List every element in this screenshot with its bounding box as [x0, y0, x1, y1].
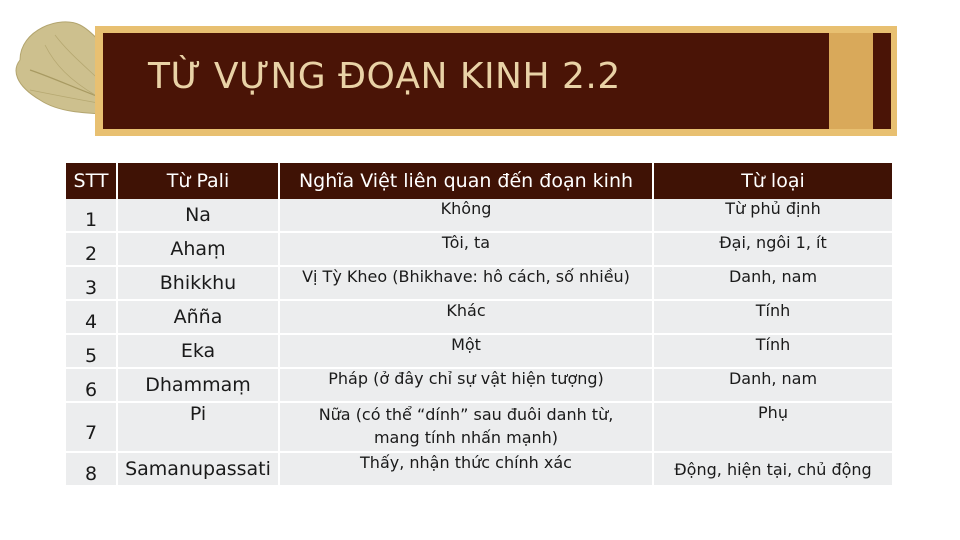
row-pali: Samanupassati: [118, 453, 280, 487]
row-kind: Đại, ngôi 1, ít: [654, 233, 892, 267]
row-meaning: [280, 403, 654, 453]
row-pali: Bhikkhu: [118, 267, 280, 301]
header-stt: STT: [66, 163, 118, 199]
table-row: [66, 301, 892, 335]
row-stt: 7: [66, 403, 118, 453]
row-meaning: Một: [280, 335, 654, 369]
row-pali: Eka: [118, 335, 280, 369]
row-kind: Tính: [654, 301, 892, 335]
row-stt: 3: [66, 267, 118, 301]
banner-dark-stripe: [873, 33, 891, 129]
header-kind: Từ loại: [654, 163, 892, 199]
row-pali: Pi: [118, 403, 280, 453]
row-kind: Từ phủ định: [654, 199, 892, 233]
vocabulary-table: [66, 163, 892, 487]
row-meaning-line1: Nữa (có thể “dính” sau đuôi danh từ,: [318, 405, 614, 424]
banner-gold-stripe: [829, 33, 873, 129]
row-stt: 1: [66, 199, 118, 233]
row-stt: 4: [66, 301, 118, 335]
row-stt: 2: [66, 233, 118, 267]
row-meaning: Thấy, nhận thức chính xác: [280, 453, 654, 487]
row-kind: Danh, nam: [654, 267, 892, 301]
row-meaning: Vị Tỳ Kheo (Bhikhave: hô cách, số nhiều): [280, 267, 654, 301]
table-header-row: [66, 163, 892, 199]
slide-title: TỪ VỰNG ĐOẠN KINH 2.2: [148, 56, 621, 97]
row-kind: Danh, nam: [654, 369, 892, 403]
row-meaning: Khác: [280, 301, 654, 335]
row-pali: Añña: [118, 301, 280, 335]
table-row: [66, 267, 892, 301]
table-row: [66, 335, 892, 369]
table-row: [66, 453, 892, 487]
row-stt: 5: [66, 335, 118, 369]
row-pali: Na: [118, 199, 280, 233]
table-row: [66, 403, 892, 453]
row-meaning: Tôi, ta: [280, 233, 654, 267]
row-stt: 8: [66, 453, 118, 487]
row-kind: Tính: [654, 335, 892, 369]
row-meaning-line2: mang tính nhấn mạnh): [373, 428, 559, 447]
row-kind: Động, hiện tại, chủ động: [654, 453, 892, 487]
row-meaning: Không: [280, 199, 654, 233]
table-row: [66, 369, 892, 403]
row-kind: Phụ: [654, 403, 892, 453]
row-pali: Dhammaṃ: [118, 369, 280, 403]
row-meaning: Pháp (ở đây chỉ sự vật hiện tượng): [280, 369, 654, 403]
row-pali: Ahaṃ: [118, 233, 280, 267]
table-row: [66, 199, 892, 233]
table-row: [66, 233, 892, 267]
header-meaning: Nghĩa Việt liên quan đến đoạn kinh: [280, 163, 654, 199]
header-pali: Từ Pali: [118, 163, 280, 199]
row-stt: 6: [66, 369, 118, 403]
